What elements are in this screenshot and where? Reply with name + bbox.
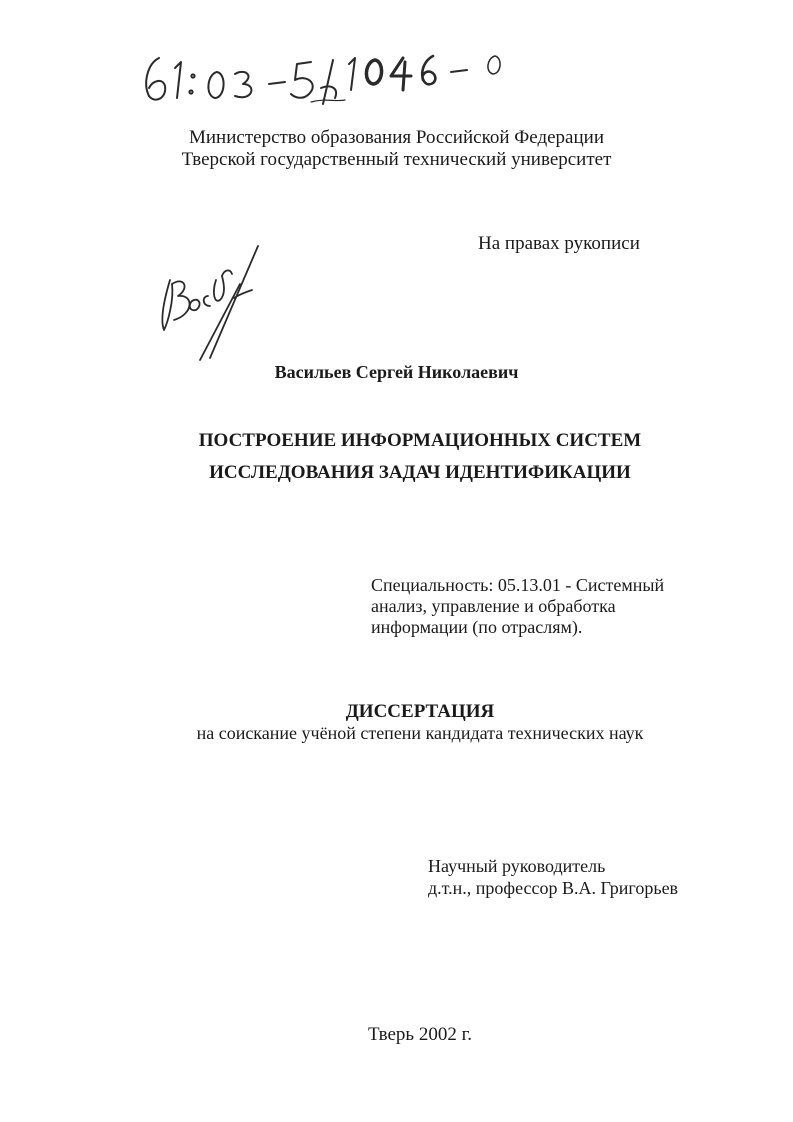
supervisor-name: д.т.н., профессор В.А. Григорьев — [428, 878, 679, 898]
handwritten-signature — [150, 240, 270, 370]
ministry-name: Министерство образования Российской Федерации — [189, 127, 604, 148]
ministry-header — [0, 127, 793, 171]
specialty-block — [371, 575, 664, 638]
handwritten-archive-number — [135, 40, 515, 110]
rights-note: На правах рукописи — [478, 233, 640, 254]
author-name: Васильев Сергей Николаевич — [274, 362, 519, 382]
specialty-line-1: Специальность: 05.13.01 - Системный — [371, 575, 665, 595]
supervisor-block — [428, 855, 678, 899]
dissertation-heading: ДИССЕРТАЦИЯ — [345, 701, 495, 722]
university-name: Тверской государственный технический университет — [181, 149, 612, 170]
specialty-line-3: информации (по отраслям). — [371, 617, 583, 637]
title-line-2: ИССЛЕДОВАНИЯ ЗАДАЧ ИДЕНТИФИКАЦИИ — [209, 462, 631, 483]
city-year: Тверь 2002 г. — [367, 1024, 473, 1045]
title-line-1: ПОСТРОЕНИЕ ИНФОРМАЦИОННЫХ СИСТЕМ — [198, 430, 642, 451]
dissertation-subheading: на соискание учёной степени кандидата технических наук — [196, 723, 644, 743]
specialty-line-2: анализ, управление и обработка — [371, 596, 616, 616]
supervisor-role: Научный руководитель — [428, 856, 606, 876]
dissertation-title — [0, 425, 793, 489]
